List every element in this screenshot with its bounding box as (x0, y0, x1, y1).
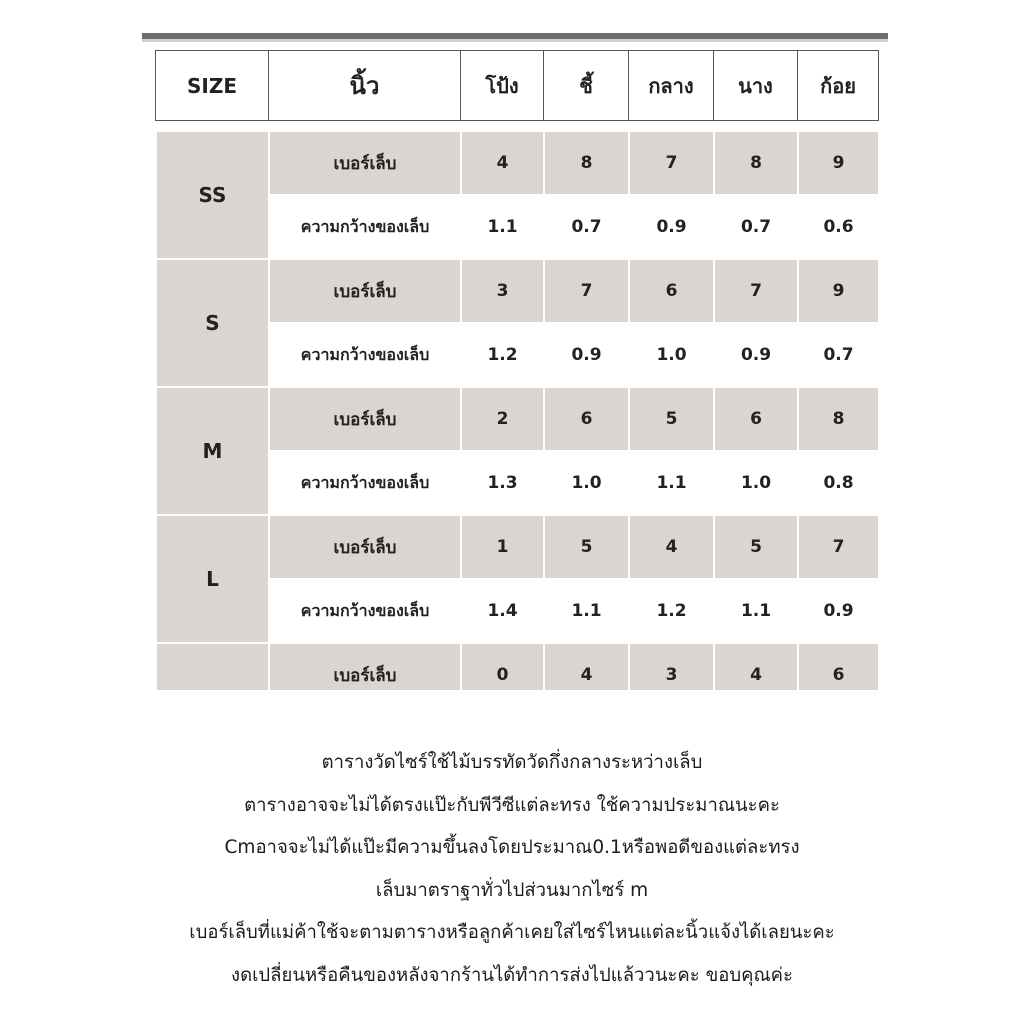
table-cell: 5 (629, 387, 714, 451)
nail-width-label: ความกว้างของเล็บ (269, 195, 461, 259)
size-label: S (156, 259, 269, 387)
table-cell: 1.3 (461, 451, 544, 515)
table-cell: 2 (461, 387, 544, 451)
table-cell: 0.7 (544, 195, 629, 259)
table-cell: 0.9 (714, 323, 798, 387)
table-cell: 0.9 (629, 195, 714, 259)
table-cell: 1.2 (629, 579, 714, 643)
table-cell: 8 (714, 131, 798, 195)
size-chart-body (155, 130, 878, 690)
table-cell: 7 (544, 259, 629, 323)
nail-number-label: เบอร์เล็บ (269, 259, 461, 323)
table-cell: 6 (629, 259, 714, 323)
table-cell: 1.4 (461, 579, 544, 643)
table-cell: 8 (798, 387, 878, 451)
table-cell: 9 (798, 131, 878, 195)
nail-number-label: เบอร์เล็บ (269, 387, 461, 451)
size-chart-table (155, 130, 878, 690)
table-cell: 0.9 (798, 579, 878, 643)
table-cell: 3 (629, 643, 714, 690)
nail-width-label: ความกว้างของเล็บ (269, 451, 461, 515)
nail-width-label: ความกว้างของเล็บ (269, 323, 461, 387)
table-cell: 0.6 (798, 195, 878, 259)
note-line: ตารางอาจจะไม่ได้ตรงแป๊ะกับพีวีซีแต่ละทรง ใช้ความประมาณนะคะ (244, 794, 780, 816)
table-cell: 0.8 (798, 451, 878, 515)
header-pinky: ก้อย (798, 51, 879, 121)
header-middle: กลาง (629, 51, 714, 121)
note-line: งดเปลี่ยนหรือคืนของหลังจากร้านได้ทำการส่งไปแล้ววนะคะ ขอบคุณค่ะ (231, 964, 793, 986)
header-finger: นิ้ว (269, 51, 461, 121)
notes-block (100, 742, 924, 997)
table-row (156, 387, 878, 451)
nail-number-label: เบอร์เล็บ (269, 643, 461, 690)
table-cell: 6 (544, 387, 629, 451)
table-cell: 1.1 (461, 195, 544, 259)
header-ring: นาง (714, 51, 798, 121)
table-cell: 1.1 (544, 579, 629, 643)
nail-width-label: ความกว้างของเล็บ (269, 579, 461, 643)
table-cell: 1.1 (714, 579, 798, 643)
table-cell: 1 (461, 515, 544, 579)
table-cell: 5 (714, 515, 798, 579)
table-cell: 3 (461, 259, 544, 323)
size-label: M (156, 387, 269, 515)
note-line: เบอร์เล็บที่แม่ค้าใช้จะตามตารางหรือลูกค้าเคยใส่ไซร์ไหนแต่ละนิ้วแจ้งได้เลยนะคะ (189, 922, 835, 943)
note-line: ตารางวัดไซร์ใช้ไม้บรรทัดวัดกึ่งกลางระหว่างเล็บ (321, 752, 703, 773)
table-row (156, 259, 878, 323)
table-cell: 9 (798, 259, 878, 323)
nail-number-label: เบอร์เล็บ (269, 515, 461, 579)
table-cell: 7 (629, 131, 714, 195)
top-divider-shadow (142, 39, 888, 42)
table-cell: 4 (714, 643, 798, 690)
nail-number-label: เบอร์เล็บ (269, 131, 461, 195)
header-row (156, 51, 879, 121)
table-cell: 1.0 (714, 451, 798, 515)
table-cell: 7 (798, 515, 878, 579)
size-label: L (156, 515, 269, 643)
size-label: SS (156, 131, 269, 259)
table-cell: 4 (629, 515, 714, 579)
table-cell: 6 (714, 387, 798, 451)
table-cell: 4 (544, 643, 629, 690)
size-label (156, 643, 269, 690)
table-cell: 0 (461, 643, 544, 690)
table-cell: 0.7 (714, 195, 798, 259)
table-cell: 0.7 (798, 323, 878, 387)
table-cell: 1.1 (629, 451, 714, 515)
table-cell: 0.9 (544, 323, 629, 387)
table-row (156, 643, 878, 690)
table-cell: 1.2 (461, 323, 544, 387)
note-line: เล็บมาตราฐาทั่วไปส่วนมากไซร์ m (375, 879, 649, 901)
table-cell: 1.0 (544, 451, 629, 515)
table-row (156, 131, 878, 195)
table-cell: 4 (461, 131, 544, 195)
table-cell: 5 (544, 515, 629, 579)
note-line: Cmอาจจะไม่ได้แป๊ะมีความขึ้นลงโดยประมาณ0.1หรือพอดีของแต่ละทรง (224, 837, 800, 858)
table-cell: 7 (714, 259, 798, 323)
table-cell: 8 (544, 131, 629, 195)
header-size: SIZE (156, 51, 269, 121)
size-chart-header (155, 50, 879, 121)
header-index: ชี้ (544, 51, 629, 121)
table-row (156, 515, 878, 579)
table-cell: 6 (798, 643, 878, 690)
table-cell: 1.0 (629, 323, 714, 387)
header-thumb: โป้ง (461, 51, 544, 121)
